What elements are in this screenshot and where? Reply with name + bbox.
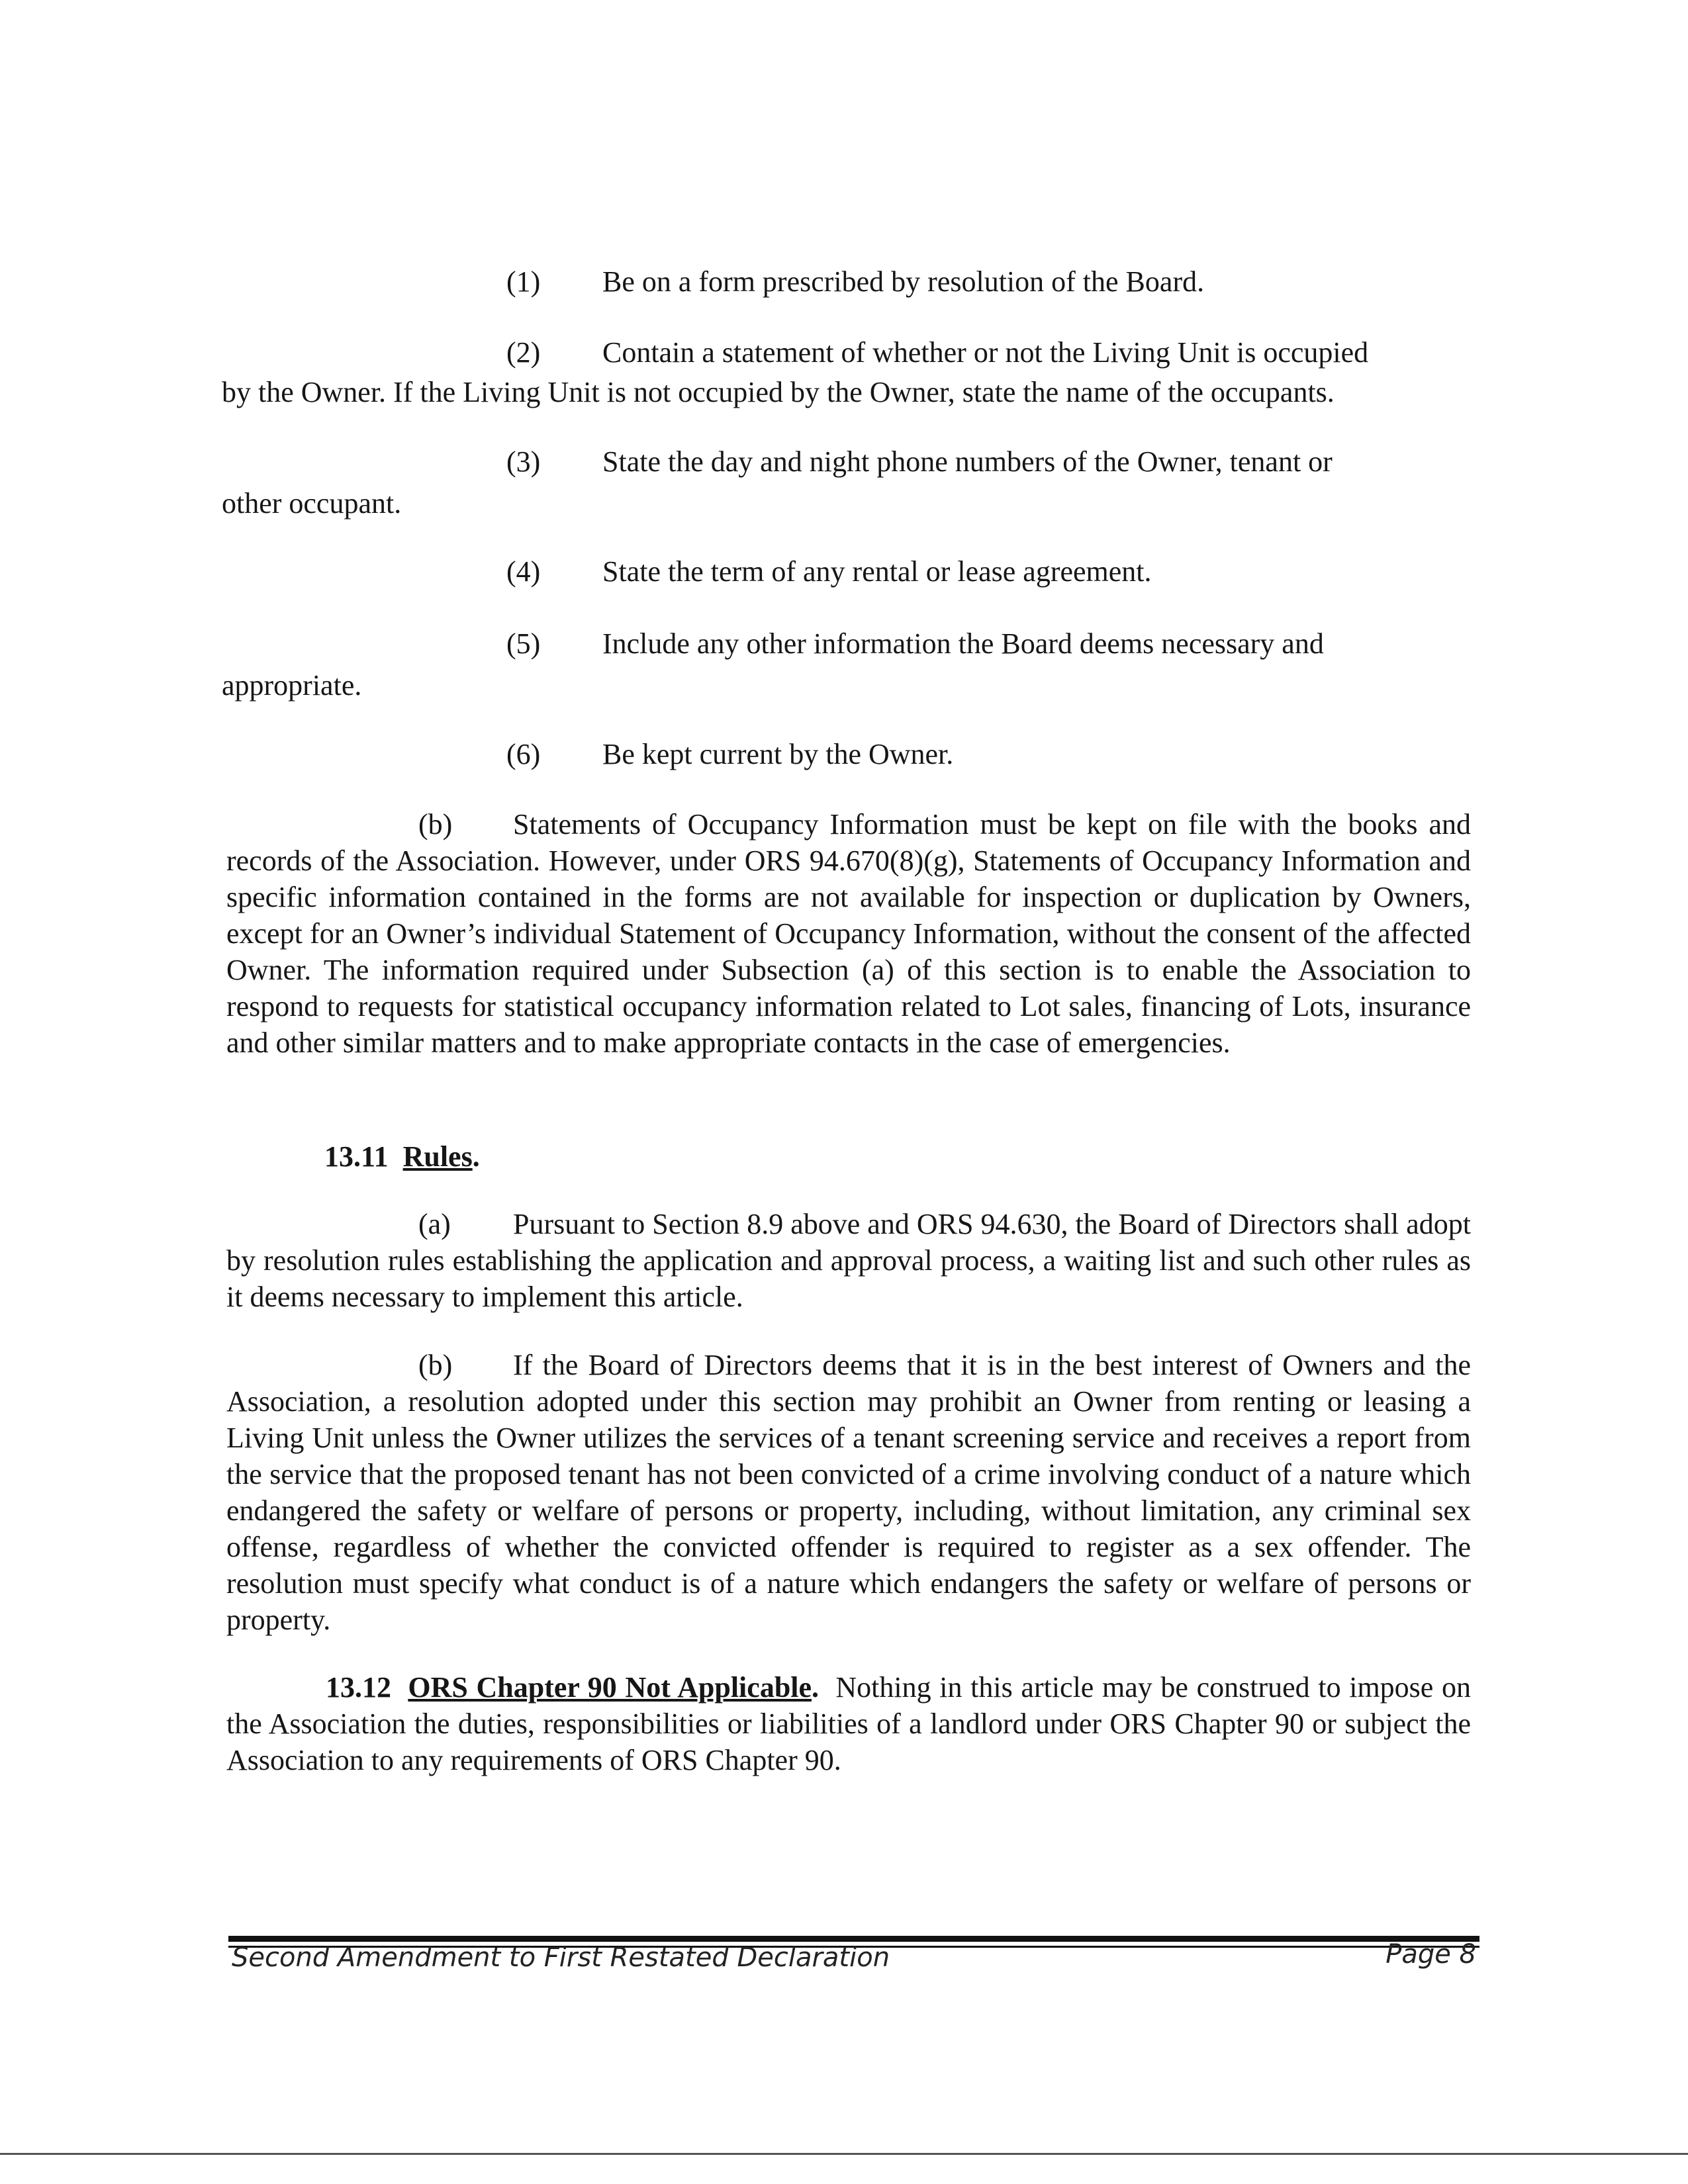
paragraph-label: (a) <box>418 1208 451 1240</box>
list-item-3-continuation: other occupant. <box>222 487 402 520</box>
list-item-text: Contain a statement of whether or not the Living Unit is occupied <box>602 336 1369 369</box>
list-item-number: (5) <box>506 627 541 660</box>
paragraph-b-occupancy <box>226 806 1471 1061</box>
section-13-11-paragraph-a <box>226 1206 1471 1315</box>
list-item-number: (2) <box>506 336 541 369</box>
section-title-period: . <box>812 1671 820 1704</box>
section-13-11-heading <box>324 1138 480 1175</box>
paragraph-text: Statements of Occupancy Information must be kept on file with the books and records of the Association. However, under ORS 94.670(8)(g), Statements of Occupancy Information and specific information contained in the forms are not available for inspection or duplication by Owners, except for an Owner’s individual Statement of Occupancy Information, without the consent of the affected Owner. The information required under Subsection (a) of this section is to enable the Association to respond to requests for statistical occupancy information related to Lot sales, financing of Lots, insurance and other similar matters and to make appropriate contacts in the case of emergencies. <box>226 808 1471 1059</box>
list-item-2-continuation: by the Owner. If the Living Unit is not occupied by the Owner, state the name of the occupants. <box>222 376 1335 408</box>
list-item-text: Be on a form prescribed by resolution of the Board. <box>602 265 1205 298</box>
paragraph-label: (b) <box>418 1349 453 1381</box>
section-title: Rules <box>402 1140 473 1173</box>
list-item-text: Be kept current by the Owner. <box>602 738 954 770</box>
section-number: 13.12 <box>326 1671 391 1704</box>
paragraph-label: (b) <box>418 808 453 841</box>
section-number: 13.11 <box>324 1140 389 1173</box>
footer-document-title: Second Amendment to First Restated Declaration <box>232 1942 890 1973</box>
section-13-12 <box>226 1669 1471 1778</box>
list-item-5-continuation: appropriate. <box>222 669 362 702</box>
scan-bottom-edge <box>0 2153 1688 2155</box>
section-13-11-paragraph-b <box>226 1347 1471 1638</box>
list-item-number: (1) <box>506 265 541 298</box>
footer-page-number: Page 8 <box>1385 1939 1476 1970</box>
section-title: ORS Chapter 90 Not Applicable <box>408 1671 812 1704</box>
list-item-text: Include any other information the Board deems necessary and <box>602 627 1324 660</box>
section-text: Nothing in this article may be construed to impose on the Association the duties, responsibilities or liabilities of a landlord under ORS Chapter 90 or subject the Association to any requirements of ORS Chapter 90. <box>226 1671 1472 1776</box>
paragraph-text: If the Board of Directors deems that it is in the best interest of Owners and the Association, a resolution adopted under this section may prohibit an Owner from renting or leasing a Living Unit unless the Owner utilizes the services of a tenant screening service and receives a report from the service that the proposed tenant has not been convicted of a crime involving conduct of a nature which endangered the safety or welfare of persons or property, including, without limitation, any criminal sex offense, regardless of whether the convicted offender is required to register as a sex offender. The resolution must specify what conduct is of a nature which endangers the safety or welfare of persons or property. <box>226 1349 1471 1636</box>
paragraph-text: Pursuant to Section 8.9 above and ORS 94.630, the Board of Directors shall adopt by resolution rules establishing the application and approval process, a waiting list and such other rules as it deems necessary to implement this article. <box>226 1208 1471 1313</box>
list-item-text: State the term of any rental or lease agreement. <box>602 555 1152 588</box>
section-title-period: . <box>472 1140 480 1173</box>
footer-rule-thick <box>228 1936 1479 1942</box>
list-item-text: State the day and night phone numbers of the Owner, tenant or <box>602 445 1333 478</box>
list-item-number: (4) <box>506 555 541 588</box>
list-item-number: (3) <box>506 445 541 478</box>
list-item-number: (6) <box>506 738 541 770</box>
